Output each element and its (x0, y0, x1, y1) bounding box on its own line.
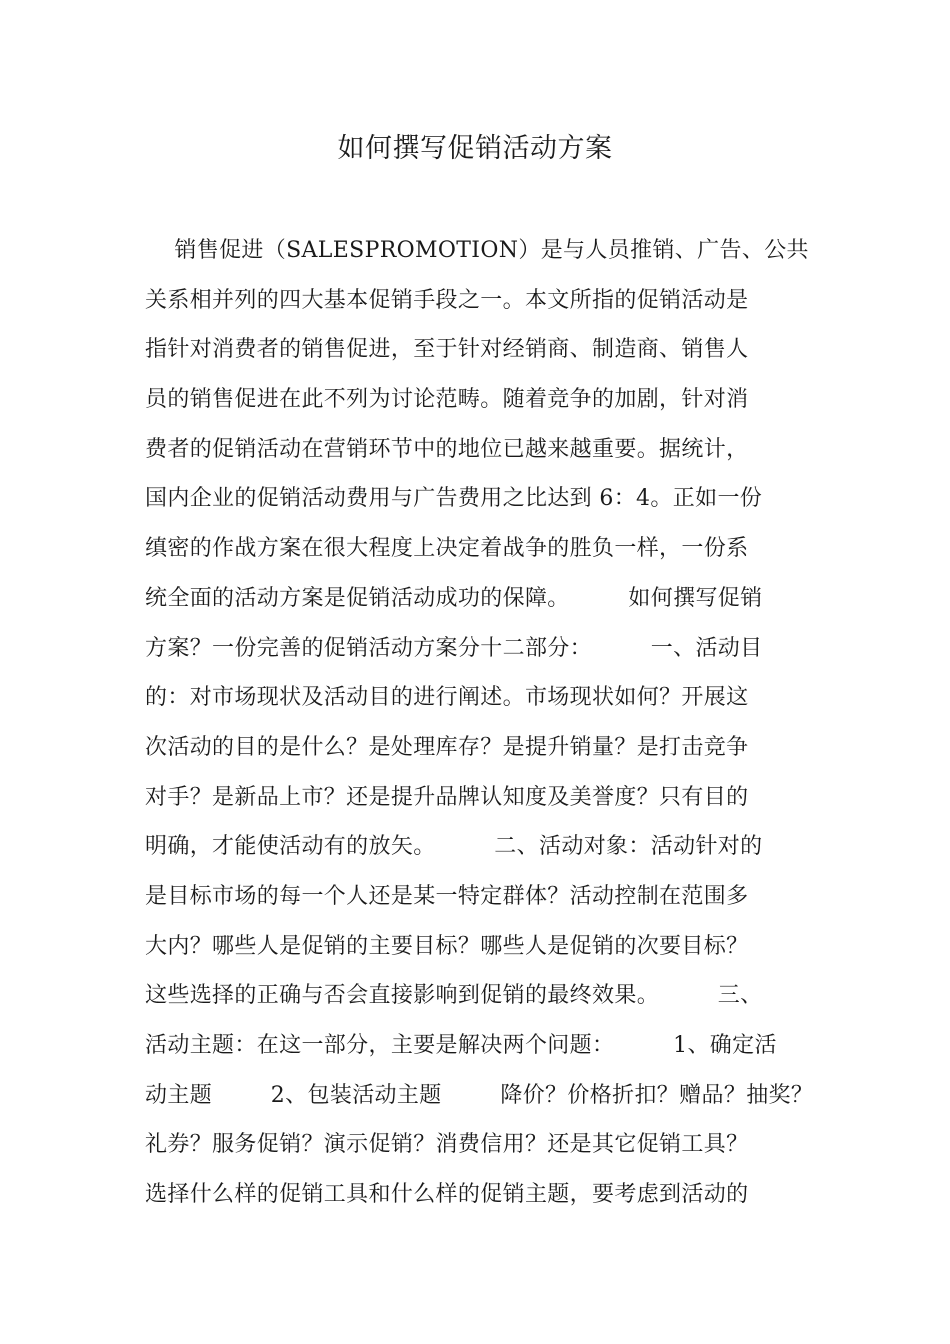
document-body (145, 226, 825, 1220)
body-line: 销售促进（SALESPROMOTION）是与人员推销、广告、公共 (145, 238, 809, 263)
body-line: 礼券？服务促销？演示促销？消费信用？还是其它促销工具？ (145, 1132, 749, 1158)
body-line: 对手？是新品上市？还是提升品牌认知度及美誉度？只有目的 (145, 784, 749, 810)
body-line: 统全面的活动方案是促销活动成功的保障。 如何撰写促销 (145, 585, 763, 611)
body-line: 活动主题：在这一部分，主要是解决两个问题： 1、确定活 (145, 1033, 777, 1058)
body-line: 方案？一份完善的促销活动方案分十二部分： 一、活动目 (145, 635, 763, 661)
body-line: 员的销售促进在此不列为讨论范畴。随着竞争的加剧，针对消 (145, 387, 749, 413)
body-line: 动主题 2、包装活动主题 降价？价格折扣？赠品？抽奖？ (145, 1082, 814, 1108)
body-line: 次活动的目的是什么？是处理库存？是提升销量？是打击竞争 (145, 734, 749, 760)
body-line: 指针对消费者的销售促进，至于针对经销商、制造商、销售人 (145, 337, 749, 363)
body-line: 是目标市场的每一个人还是某一特定群体？活动控制在范围多 (145, 883, 749, 909)
body-line: 关系相并列的四大基本促销手段之一。本文所指的促销活动是 (145, 287, 749, 313)
body-line: 国内企业的促销活动费用与广告费用之比达到 6：4。正如一份 (145, 486, 763, 512)
body-line: 费者的促销活动在营销环节中的地位已越来越重要。据统计， (145, 436, 749, 462)
body-line: 明确，才能使活动有的放矢。 二、活动对象：活动针对的 (145, 834, 763, 860)
body-line: 缜密的作战方案在很大程度上决定着战争的胜负一样，一份系 (145, 536, 749, 562)
body-line: 大内？哪些人是促销的主要目标？哪些人是促销的次要目标？ (145, 933, 749, 959)
document-title: 如何撰写促销活动方案 (337, 133, 613, 164)
body-line: 的：对市场现状及活动目的进行阐述。市场现状如何？开展这 (145, 685, 749, 711)
body-line: 选择什么样的促销工具和什么样的促销主题，要考虑到活动的 (145, 1182, 749, 1208)
body-line: 这些选择的正确与否会直接影响到促销的最终效果。 三、 (145, 983, 763, 1009)
